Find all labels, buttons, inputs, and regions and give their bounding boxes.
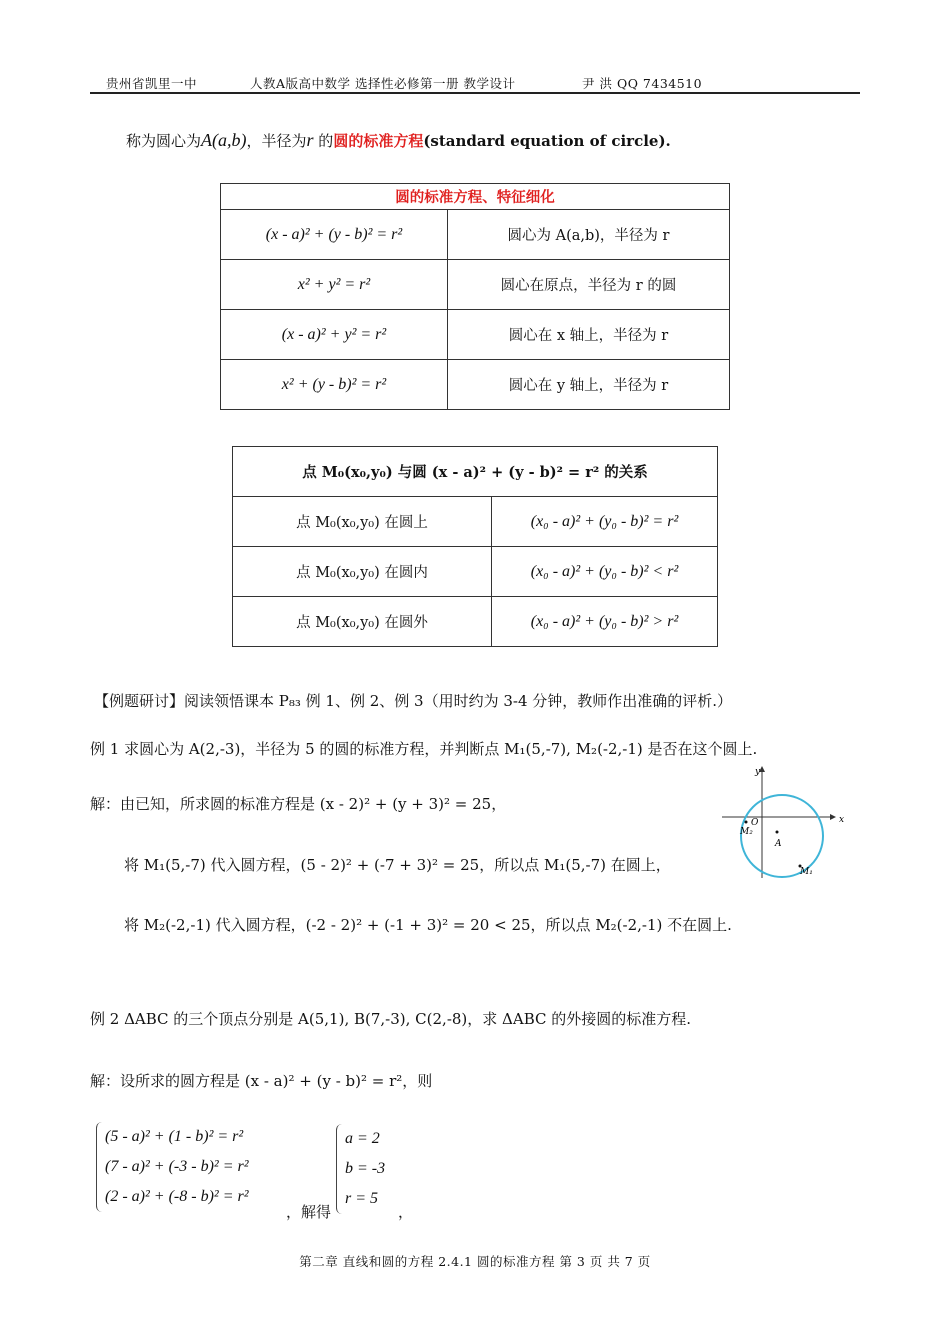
example1-solution-line1: 解：由已知，所求圆的标准方程是 (x - 2)² + (y + 3)² = 25， — [90, 795, 507, 813]
trailing-comma: ， — [398, 1203, 414, 1221]
solve-text: ，解得 — [286, 1203, 332, 1221]
header-school: 贵州省凯里一中 — [106, 76, 198, 91]
term-en: (standard equation of circle). — [423, 132, 671, 150]
discussion-line: 【例题研讨】阅读领悟课本 P₈₃ 例 1、例 2、例 3（用时约为 3-4 分钟，教师作出准确的评析.） — [94, 692, 733, 710]
point-m2-dot — [745, 821, 748, 824]
term-cn: 圆的标准方程 — [333, 132, 424, 150]
circle — [741, 795, 823, 877]
equation-system — [96, 1122, 249, 1212]
point-circle-relation-table — [232, 446, 718, 647]
circle-figure — [720, 762, 845, 882]
table2-position: 点 M₀(x₀,y₀) 在圆内 — [233, 547, 492, 597]
table1-title: 圆的标准方程、特征细化 — [221, 184, 730, 210]
table2-position: 点 M₀(x₀,y₀) 在圆外 — [233, 597, 492, 647]
example2-solution: 解：设所求的圆方程是 (x - a)² + (y - b)² = r²，则 — [90, 1072, 433, 1090]
point-a-label: A — [775, 839, 782, 849]
x-axis-arrow — [830, 814, 836, 820]
solution-value: b = -3 — [345, 1160, 386, 1177]
system-eq: (2 - a)² + (-8 - b)² = r² — [105, 1188, 249, 1205]
example1-solution-line2: 将 M₁(5,-7) 代入圆方程，(5 - 2)² + (-7 + 3)² = 25，所以点 M₁(5,-7) 在圆上， — [124, 856, 671, 874]
point-m2-label: M₂ — [740, 827, 753, 837]
table1-eq: (x - a)² + (y - b)² = r² — [221, 210, 448, 260]
table1-eq: (x - a)² + y² = r² — [221, 310, 448, 360]
table2-condition: (x₀ - a)² + (y₀ - b)² = r² — [492, 497, 718, 547]
table1-desc: 圆心在 y 轴上，半径为 r — [448, 360, 730, 410]
header-course: 人教A版高中数学 选择性必修第一册 教学设计 — [250, 76, 516, 91]
example1-solution-line3: 将 M₂(-2,-1) 代入圆方程，(-2 - 2)² + (-1 + 3)² = 20 < 25，所以点 M₂(-2,-1) 不在圆上. — [124, 916, 732, 934]
point-a-dot — [776, 831, 779, 834]
table1-eq: x² + y² = r² — [221, 260, 448, 310]
table2-title: 点 M₀(x₀,y₀) 与圆 (x - a)² + (y - b)² = r² 的关系 — [233, 447, 718, 497]
solution-value: a = 2 — [345, 1130, 380, 1147]
page-footer: 第二章 直线和圆的方程 2.4.1 圆的标准方程 第 3 页 共 7 页 — [299, 1254, 651, 1269]
point-m1-label: M₁ — [800, 867, 813, 877]
system-eq: (5 - a)² + (1 - b)² = r² — [105, 1128, 244, 1145]
table1-desc: 圆心为 A(a,b)，半径为 r — [448, 210, 730, 260]
table2-condition: (x₀ - a)² + (y₀ - b)² < r² — [492, 547, 718, 597]
solution-system — [336, 1124, 385, 1214]
origin-label: O — [751, 818, 759, 828]
page-header — [90, 74, 860, 94]
system-eq: (7 - a)² + (-3 - b)² = r² — [105, 1158, 249, 1175]
x-label: x — [839, 815, 845, 825]
table1-desc: 圆心在 x 轴上，半径为 r — [448, 310, 730, 360]
table2-position: 点 M₀(x₀,y₀) 在圆上 — [233, 497, 492, 547]
table1-eq: x² + (y - b)² = r² — [221, 360, 448, 410]
solution-value: r = 5 — [345, 1190, 379, 1207]
example2-problem: 例 2 ΔABC 的三个顶点分别是 A(5,1), B(7,-3), C(2,-8)，求 ΔABC 的外接圆的标准方程. — [90, 1010, 692, 1028]
table1-desc: 圆心在原点，半径为 r 的圆 — [448, 260, 730, 310]
standard-equation-table — [220, 183, 730, 410]
intro-line: 称为圆心为A(a,b)，半径为r 的圆的标准方程(standard equation of circle). — [126, 130, 671, 150]
header-author: 尹 洪 QQ 7434510 — [582, 76, 703, 91]
table2-condition: (x₀ - a)² + (y₀ - b)² > r² — [492, 597, 718, 647]
y-label: y — [755, 767, 761, 777]
example1-problem: 例 1 求圆心为 A(2,-3)，半径为 5 的圆的标准方程，并判断点 M₁(5,-7), M₂(-2,-1) 是否在这个圆上. — [90, 740, 758, 758]
